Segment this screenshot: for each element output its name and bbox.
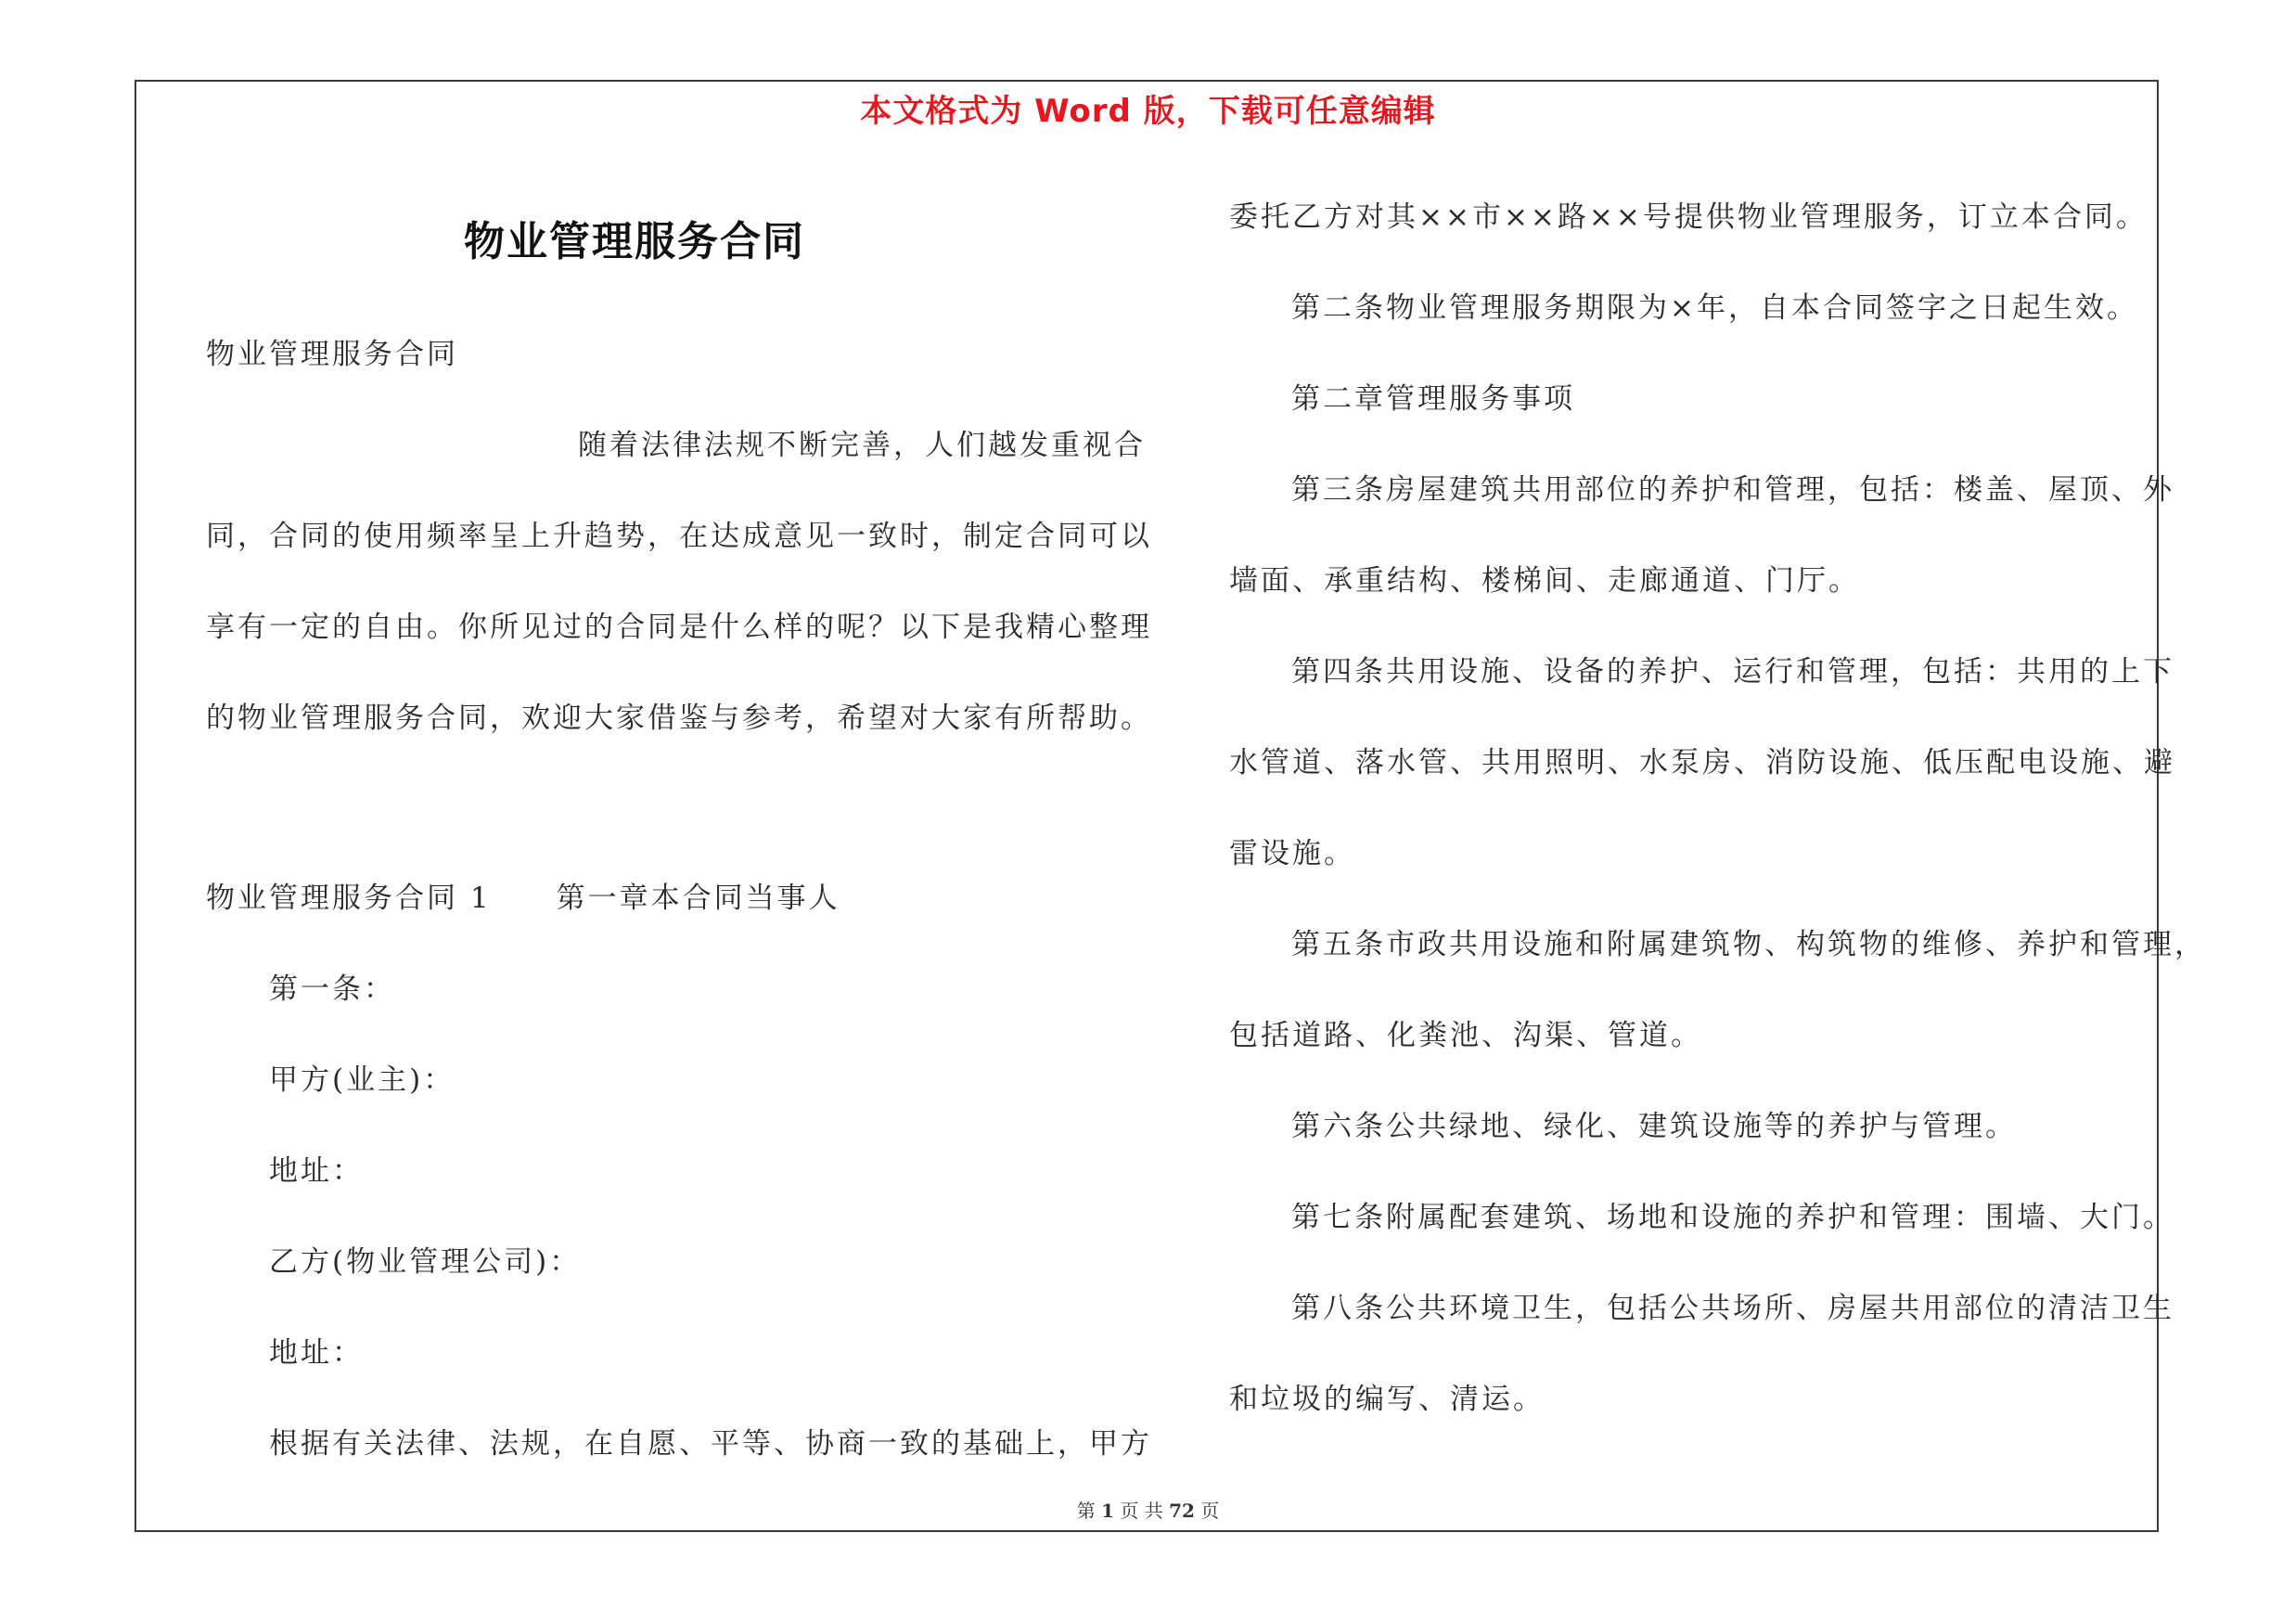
right-line-13: 第八条公共环境卫生，包括公共场所、房屋共用部位的清洁卫生	[1291, 1292, 2174, 1325]
chapter-one-heading: 第一章本合同当事人	[556, 882, 840, 915]
article-one-line: 第一条：	[269, 973, 395, 1006]
right-line-14: 和垃圾的编写、清运。	[1229, 1383, 1545, 1416]
contract-number-label: 物业管理服务合同 1	[206, 882, 492, 915]
right-line-1: 委托乙方对其××市××路××号提供物业管理服务，订立本合同。	[1229, 200, 2148, 234]
right-line-9: 第五条市政共用设施和附属建筑物、构筑物的维修、养护和管理，	[1291, 928, 2206, 961]
chapter-two-heading: 第二章管理服务事项	[1291, 382, 1575, 416]
right-line-11: 第六条公共绿地、绿化、建筑设施等的养护与管理。	[1291, 1110, 2017, 1143]
party-a-address-line: 地址：	[269, 1154, 364, 1188]
intro-line-3: 享有一定的自由。你所见过的合同是什么样的呢？以下是我精心整理	[206, 611, 1152, 644]
right-line-12: 第七条附属配套建筑、场地和设施的养护和管理：围墙、大门。	[1291, 1201, 2174, 1234]
page-footer	[0, 1496, 2296, 1523]
right-line-7: 水管道、落水管、共用照明、水泵房、消防设施、低压配电设施、避	[1229, 746, 2175, 779]
party-a-line: 甲方(业主)：	[269, 1063, 455, 1097]
footer-suffix: 页	[1200, 1500, 1220, 1522]
basis-line: 根据有关法律、法规，在自愿、平等、协商一致的基础上，甲方	[269, 1427, 1152, 1461]
right-line-4: 第三条房屋建筑共用部位的养护和管理，包括：楼盖、屋顶、外	[1291, 473, 2174, 507]
right-line-8: 雷设施。	[1229, 837, 1355, 870]
right-line-2: 第二条物业管理服务期限为×年，自本合同签字之日起生效。	[1291, 291, 2138, 325]
party-b-address-line: 地址：	[269, 1336, 364, 1370]
party-b-line: 乙方(物业管理公司)：	[269, 1245, 582, 1279]
intro-line-1: 随着法律法规不断完善，人们越发重视合	[578, 429, 1146, 462]
current-page-number: 1	[1101, 1500, 1114, 1522]
intro-line-4: 的物业管理服务合同，欢迎大家借鉴与参考，希望对大家有所帮助。	[206, 702, 1152, 735]
format-notice-banner: 本文格式为 Word 版，下载可任意编辑	[860, 93, 1436, 130]
total-page-number: 72	[1169, 1500, 1195, 1522]
footer-prefix: 第	[1076, 1500, 1096, 1522]
footer-mid: 页 共	[1120, 1500, 1163, 1522]
subtitle-line: 物业管理服务合同	[206, 338, 458, 371]
section-heading-line	[206, 874, 840, 916]
intro-line-2: 同，合同的使用频率呈上升趋势，在达成意见一致时，制定合同可以	[206, 520, 1152, 553]
right-line-6: 第四条共用设施、设备的养护、运行和管理，包括：共用的上下	[1291, 655, 2174, 689]
document-title: 物业管理服务合同	[464, 218, 805, 265]
right-line-5: 墙面、承重结构、楼梯间、走廊通道、门厅。	[1229, 564, 1860, 598]
right-line-10: 包括道路、化粪池、沟渠、管道。	[1229, 1019, 1702, 1052]
